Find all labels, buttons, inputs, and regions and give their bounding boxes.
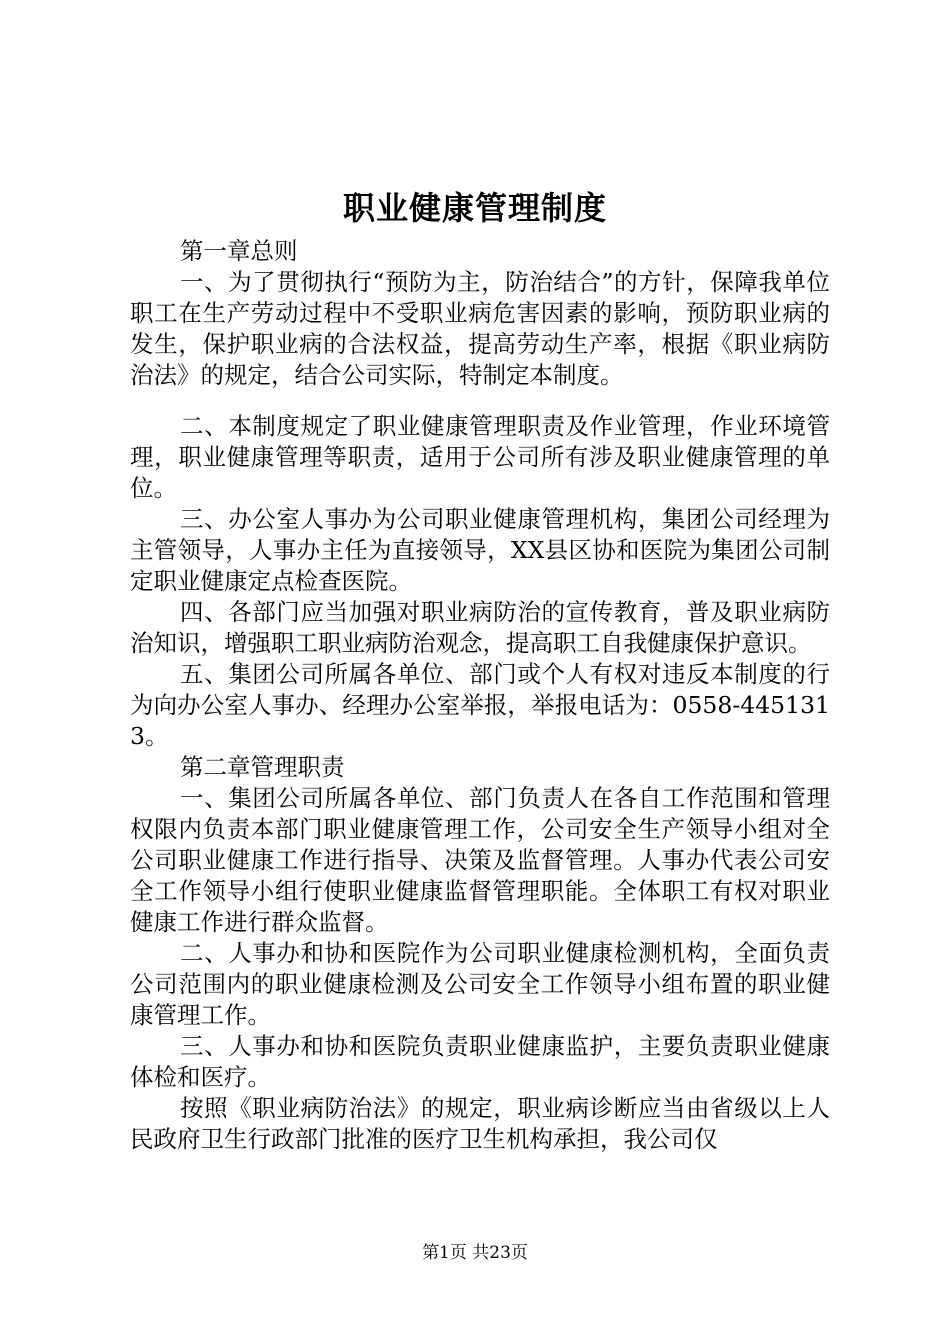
chapter-1-paragraph-2: 二、本制度规定了职业健康管理职责及作业管理，作业环境管理，职业健康管理等职责，适用于公司所有涉及职业健康管理的单位。: [130, 412, 830, 502]
document-body: [130, 236, 830, 1155]
chapter-2-paragraph-2: 二、人事办和协和医院作为公司职业健康检测机构，全面负责公司范围内的职业健康检测及公司安全工作领导小组布置的职业健康管理工作。: [130, 939, 830, 1029]
chapter-1-paragraph-4: 四、各部门应当加强对职业病防治的宣传教育，普及职业病防治知识，增强职工职业病防治观念，提高职工自我健康保护意识。: [130, 598, 830, 657]
chapter-1-heading: 第一章总则: [180, 237, 298, 265]
chapter-1-paragraph-3: 三、办公室人事办为公司职业健康管理机构，集团公司经理为主管领导，人事办主任为直接领导，XX县区协和医院为集团公司制定职业健康定点检查医院。: [130, 505, 830, 595]
page-footer: 第1页 共23页: [422, 1243, 528, 1263]
chapter-1-paragraph-5: 五、集团公司所属各单位、部门或个人有权对违反本制度的行为向办公室人事办、经理办公室举报，举报电话为：0558-4451313。: [130, 660, 830, 750]
chapter-1-paragraph-1: 一、为了贯彻执行“预防为主，防治结合”的方针，保障我单位职工在生产劳动过程中不受职业病危害因素的影响，预防职业病的发生，保护职业病的合法权益，提高劳动生产率，根据《职业病防治法》的规定，结合公司实际，特制定本制度。: [130, 268, 830, 389]
chapter-2-paragraph-4: 按照《职业病防治法》的规定，职业病诊断应当由省级以上人民政府卫生行政部门批准的医疗卫生机构承担，我公司仅: [130, 1094, 830, 1153]
chapter-2-paragraph-3: 三、人事办和协和医院负责职业健康监护，主要负责职业健康体检和医疗。: [130, 1032, 830, 1091]
chapter-2-heading: 第二章管理职责: [180, 753, 345, 781]
chapter-2-paragraph-1: 一、集团公司所属各单位、部门负责人在各自工作范围和管理权限内负责本部门职业健康管理工作，公司安全生产领导小组对全公司职业健康工作进行指导、决策及监督管理。人事办代表公司安全工作领导小组行使职业健康监督管理职能。全体职工有权对职业健康工作进行群众监督。: [130, 784, 830, 936]
document-title: 职业健康管理制度: [342, 189, 607, 227]
paragraph-gap: [130, 391, 830, 411]
